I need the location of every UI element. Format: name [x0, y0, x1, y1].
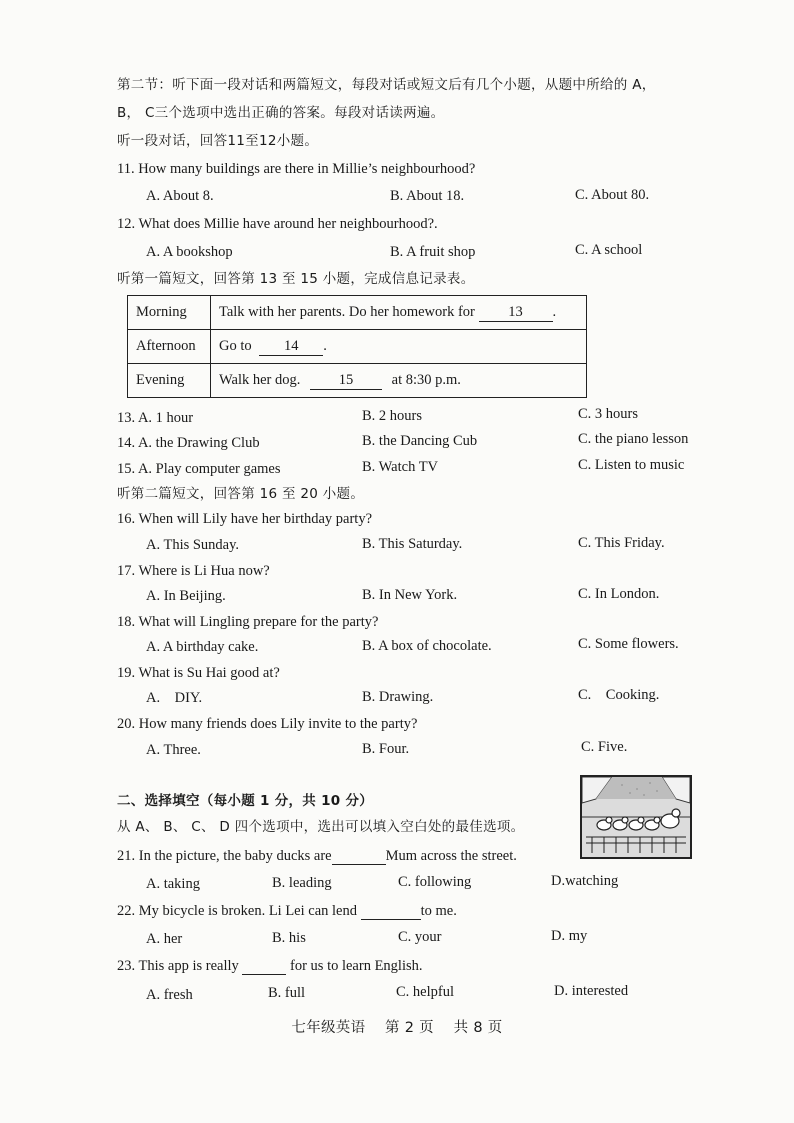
q23-option-d: D. interested [554, 983, 629, 999]
fill-blank [361, 905, 421, 920]
q20-option-a: A. Three. [146, 742, 201, 758]
q12-option-c: C. A school [575, 242, 643, 258]
row-text: Talk with her parents. Do her homework for [219, 303, 475, 320]
question-stem-19: 19. What is Su Hai good at? [117, 665, 280, 681]
question-stem-16: 16. When will Lily have her birthday party? [117, 511, 373, 527]
stem-pre: 22. My bicycle is broken. Li Lei can lend [117, 903, 357, 919]
table-row [128, 364, 587, 398]
fill-blank [332, 850, 386, 865]
q19-option-c: C. Cooking. [578, 687, 660, 703]
question-stem-12: 12. What does Millie have around her neighbourhood?. [117, 216, 438, 232]
q23-option-a: A. fresh [146, 987, 193, 1003]
q15-option-a: 15. A. Play computer games [117, 461, 281, 477]
question-stem-11: 11. How many buildings are there in Millie’s neighbourhood? [117, 161, 476, 177]
q11-option-b: B. About 18. [390, 188, 465, 204]
ducks-picture [580, 775, 692, 859]
q13-option-a: 13. A. 1 hour [117, 410, 194, 426]
section-heading-line1: 第二节：听下面一段对话和两篇短文，每段对话或短文后有几个小题，从题中所给的 A， [117, 77, 656, 93]
question-stem-23 [117, 957, 423, 975]
q13-option-c: C. 3 hours [578, 406, 639, 422]
stem-post: for us to learn English. [290, 958, 423, 974]
q19-option-b: B. Drawing. [362, 689, 434, 705]
stem-pre: 21. In the picture, the baby ducks are [117, 848, 332, 864]
q12-option-b: B. A fruit shop [390, 244, 476, 260]
row-key-evening: Evening [128, 364, 211, 398]
q21-option-b: B. leading [272, 875, 332, 891]
q16-option-a: A. This Sunday. [146, 537, 240, 553]
q14-option-c: C. the piano lesson [578, 431, 689, 447]
q11-option-a: A. About 8. [146, 188, 214, 204]
q18-option-a: A. A birthday cake. [146, 639, 259, 655]
q13-option-b: B. 2 hours [362, 408, 423, 424]
q22-option-a: A. her [146, 931, 183, 947]
q20-option-c: C. Five. [581, 739, 628, 755]
q14-option-a: 14. A. the Drawing Club [117, 435, 260, 451]
q17-option-a: A. In Beijing. [146, 588, 226, 604]
q18-option-c: C. Some flowers. [578, 636, 679, 652]
table-row [128, 330, 587, 364]
q21-option-c: C. following [398, 874, 472, 890]
row-after: . [323, 337, 327, 354]
row-key-afternoon: Afternoon [128, 330, 211, 364]
part2-heading: 二、选择填空（每小题 1 分，共 10 分） [117, 793, 374, 809]
row-content-morning [211, 296, 587, 330]
row-content-afternoon [211, 330, 587, 364]
row-text: Go to [219, 337, 252, 354]
row-after: . [552, 303, 557, 320]
q22-option-b: B. his [272, 930, 306, 946]
question-stem-21 [117, 847, 517, 865]
fill-blank [242, 960, 286, 975]
q14-option-b: B. the Dancing Cub [362, 433, 478, 449]
question-stem-22 [117, 902, 457, 920]
answer-blank-14: 14 [259, 338, 323, 356]
question-stem-20: 20. How many friends does Lily invite to the party? [117, 716, 418, 732]
q22-option-c: C. your [398, 929, 442, 945]
q17-option-c: C. In London. [578, 586, 660, 602]
ducks-crossing-icon [582, 777, 690, 857]
q15-option-c: C. Listen to music [578, 457, 685, 473]
q23-option-c: C. helpful [396, 984, 454, 1000]
q21-option-a: A. taking [146, 876, 200, 892]
dialog-intro: 听一段对话，回答11至12小题。 [117, 133, 319, 149]
q19-option-a: A. DIY. [146, 690, 203, 706]
answer-blank-15: 15 [310, 372, 382, 390]
question-stem-18: 18. What will Lingling prepare for the party? [117, 614, 379, 630]
row-after: at 8:30 p.m. [391, 371, 461, 388]
stem-post: to me. [420, 903, 457, 919]
stem-post: Mum across the street. [385, 848, 517, 864]
q16-option-c: C. This Friday. [578, 535, 665, 551]
page-footer: 七年级英语 第 2 页 共 8 页 [291, 1020, 503, 1036]
table-row [128, 296, 587, 330]
q21-option-d: D.watching [551, 873, 619, 889]
question-stem-17: 17. Where is Li Hua now? [117, 563, 270, 579]
q15-option-b: B. Watch TV [362, 459, 439, 475]
q17-option-b: B. In New York. [362, 587, 458, 603]
q12-option-a: A. A bookshop [146, 244, 233, 260]
row-text: Walk her dog. [219, 371, 301, 388]
info-record-table [127, 295, 587, 398]
answer-blank-13: 13 [479, 304, 553, 322]
section-heading-line2: B， C三个选项中选出正确的答案。每段对话读两遍。 [117, 105, 445, 121]
q22-option-d: D. my [551, 928, 588, 944]
row-content-evening [211, 364, 587, 398]
q20-option-b: B. Four. [362, 741, 410, 757]
q23-option-b: B. full [268, 985, 306, 1001]
passage1-intro: 听第一篇短文，回答第 13 至 15 小题，完成信息记录表。 [117, 271, 475, 287]
stem-pre: 23. This app is really [117, 958, 239, 974]
row-key-morning: Morning [128, 296, 211, 330]
q11-option-c: C. About 80. [575, 187, 650, 203]
passage2-intro: 听第二篇短文，回答第 16 至 20 小题。 [117, 486, 365, 502]
part2-instruction: 从 A、 B、 C、 D 四个选项中，选出可以填入空白处的最佳选项。 [117, 819, 525, 835]
q16-option-b: B. This Saturday. [362, 536, 463, 552]
q18-option-b: B. A box of chocolate. [362, 638, 492, 654]
